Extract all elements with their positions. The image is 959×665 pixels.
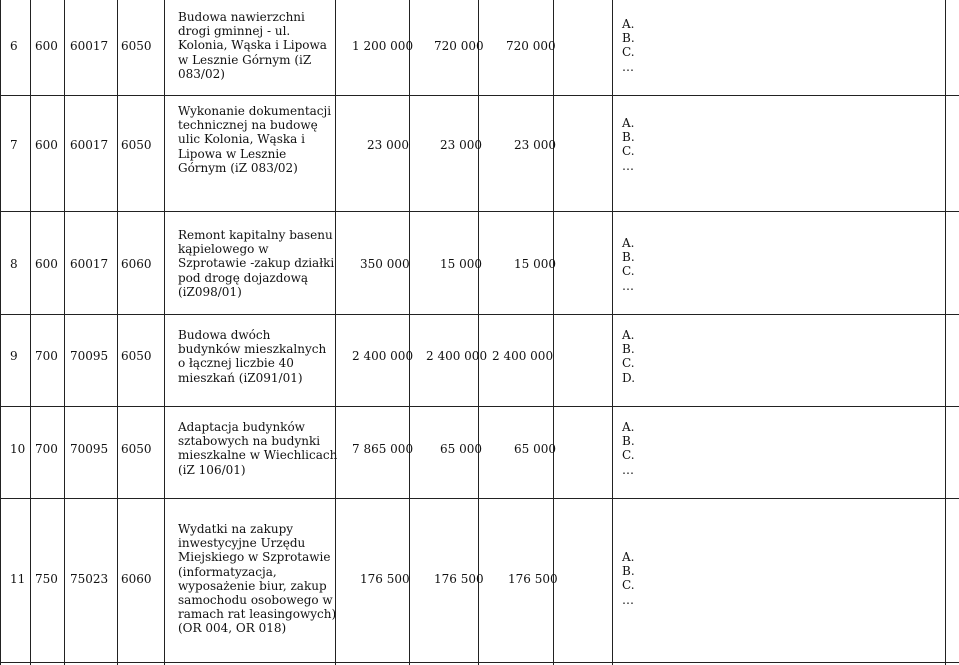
amount-total-cell: 7 865 000 [352, 442, 414, 456]
amount-total-cell: 2 400 000 [352, 349, 414, 363]
description-line: inwestycyjne Urzędu [178, 536, 306, 551]
amount-total-cell: 176 500 [360, 572, 410, 586]
paragraf-cell: 6060 [121, 257, 152, 271]
amount-year-cell: 176 500 [508, 572, 558, 586]
description-line: mieszkań (iZ091/01) [178, 370, 303, 385]
source-mark: D. [622, 370, 636, 385]
dzial-cell: 600 [35, 257, 58, 271]
source-mark: A. [622, 116, 635, 130]
amount-total-cell: 23 000 [367, 138, 409, 152]
lp-cell: 11 [10, 572, 26, 586]
table-row [0, 407, 959, 499]
source-mark: B. [622, 434, 635, 449]
amount-year-cell: 23 000 [514, 138, 556, 152]
description-cell [178, 522, 337, 636]
source-mark: A. [622, 17, 635, 31]
description-cell [178, 10, 326, 81]
amount-year-cell: 65 000 [514, 442, 556, 456]
source-mark: B. [622, 31, 635, 46]
paragraf-cell: 6060 [121, 572, 152, 586]
table-row [0, 212, 959, 315]
description-line: drogi gminnej - ul. [178, 24, 291, 39]
description-cell [178, 420, 338, 477]
amount-total-cell: 1 200 000 [352, 39, 414, 53]
description-line: Budowa nawierzchni [178, 10, 305, 24]
rozdzial-cell: 60017 [70, 257, 109, 271]
paragraf-cell: 6050 [121, 39, 152, 53]
description-cell [178, 328, 326, 385]
amount-plan-cell: 65 000 [440, 442, 482, 456]
description-line: Lipowa w Lesznie [178, 146, 287, 161]
table-row [0, 315, 959, 407]
lp-cell: 8 [10, 257, 18, 271]
amount-year-cell: 720 000 [506, 39, 556, 53]
description-line: ulic Kolonia, Wąska i [178, 132, 305, 147]
rozdzial-cell: 70095 [70, 442, 109, 456]
paragraf-cell: 6050 [121, 442, 152, 456]
source-mark: C. [622, 356, 635, 371]
source-mark: … [622, 59, 634, 74]
description-line: Górnym (iZ 083/02) [178, 160, 298, 175]
dzial-cell: 600 [35, 138, 58, 152]
description-line: o łącznej liczbie 40 [178, 356, 294, 371]
lp-cell: 6 [10, 39, 18, 53]
dzial-cell: 750 [35, 572, 58, 586]
amount-plan-cell: 15 000 [440, 257, 482, 271]
dzial-cell: 700 [35, 349, 58, 363]
source-mark: C. [622, 578, 635, 593]
source-mark: B. [622, 250, 635, 265]
source-marks-cell [622, 328, 635, 385]
description-line: sztabowych na budynki [178, 434, 321, 449]
table-row [0, 499, 959, 665]
description-line: kąpielowego w [178, 242, 269, 257]
description-line: (OR 004, OR 018) [178, 621, 287, 636]
lp-cell: 7 [10, 138, 18, 152]
source-mark: … [622, 158, 634, 173]
table-row [0, 96, 959, 212]
description-line: samochodu osobowego w [178, 593, 333, 608]
amount-total-cell: 350 000 [360, 257, 410, 271]
description-line: wyposażenie biur, zakup [178, 578, 327, 593]
rozdzial-cell: 70095 [70, 349, 109, 363]
source-marks-cell [622, 116, 635, 173]
source-marks-cell [622, 236, 635, 293]
description-line: Kolonia, Wąska i Lipowa [178, 38, 327, 53]
description-line: Budowa dwóch [178, 328, 271, 342]
amount-plan-cell: 720 000 [434, 39, 484, 53]
description-cell [178, 104, 332, 175]
source-mark: A. [622, 420, 635, 434]
description-line: (iZ 106/01) [178, 462, 246, 477]
description-line: Remont kapitalny basenu [178, 228, 333, 242]
description-line: Miejskiego w Szprotawie [178, 550, 331, 565]
source-mark: C. [622, 45, 635, 60]
source-mark: A. [622, 550, 635, 564]
source-mark: … [622, 278, 634, 293]
description-line: pod drogę dojazdową [178, 270, 309, 285]
description-line: 083/02) [178, 66, 225, 81]
source-mark: C. [622, 144, 635, 159]
amount-plan-cell: 2 400 000 [426, 349, 488, 363]
source-marks-cell [622, 420, 635, 477]
source-mark: B. [622, 130, 635, 145]
rozdzial-cell: 60017 [70, 138, 109, 152]
table-row [0, 0, 959, 96]
paragraf-cell: 6050 [121, 138, 152, 152]
amount-year-cell: 15 000 [514, 257, 556, 271]
description-cell [178, 228, 335, 299]
amount-plan-cell: 23 000 [440, 138, 482, 152]
description-line: (informatyzacja, [178, 564, 277, 579]
description-line: mieszkalne w Wiechlicach [178, 448, 338, 463]
description-line: ramach rat leasingowych) [178, 607, 337, 622]
description-line: (iZ098/01) [178, 284, 242, 299]
amount-plan-cell: 176 500 [434, 572, 484, 586]
lp-cell: 10 [10, 442, 26, 456]
source-marks-cell [622, 550, 635, 607]
rozdzial-cell: 75023 [70, 572, 109, 586]
dzial-cell: 700 [35, 442, 58, 456]
source-mark: C. [622, 448, 635, 463]
source-mark: A. [622, 236, 635, 250]
source-mark: … [622, 592, 634, 607]
source-mark: C. [622, 264, 635, 279]
description-line: Szprotawie -zakup działki [178, 256, 335, 271]
description-line: Wydatki na zakupy [178, 522, 294, 536]
paragraf-cell: 6050 [121, 349, 152, 363]
source-marks-cell [622, 17, 635, 74]
dzial-cell: 600 [35, 39, 58, 53]
source-mark: A. [622, 328, 635, 342]
source-mark: B. [622, 342, 635, 357]
lp-cell: 9 [10, 349, 18, 363]
source-mark: … [622, 462, 634, 477]
row-border [0, 662, 959, 663]
description-line: Adaptacja budynków [178, 420, 305, 434]
description-line: budynków mieszkalnych [178, 342, 327, 357]
amount-year-cell: 2 400 000 [492, 349, 554, 363]
rozdzial-cell: 60017 [70, 39, 109, 53]
description-line: technicznej na budowę [178, 118, 318, 133]
source-mark: B. [622, 564, 635, 579]
description-line: w Lesznie Górnym (iZ [178, 52, 312, 67]
description-line: Wykonanie dokumentacji [178, 104, 332, 118]
